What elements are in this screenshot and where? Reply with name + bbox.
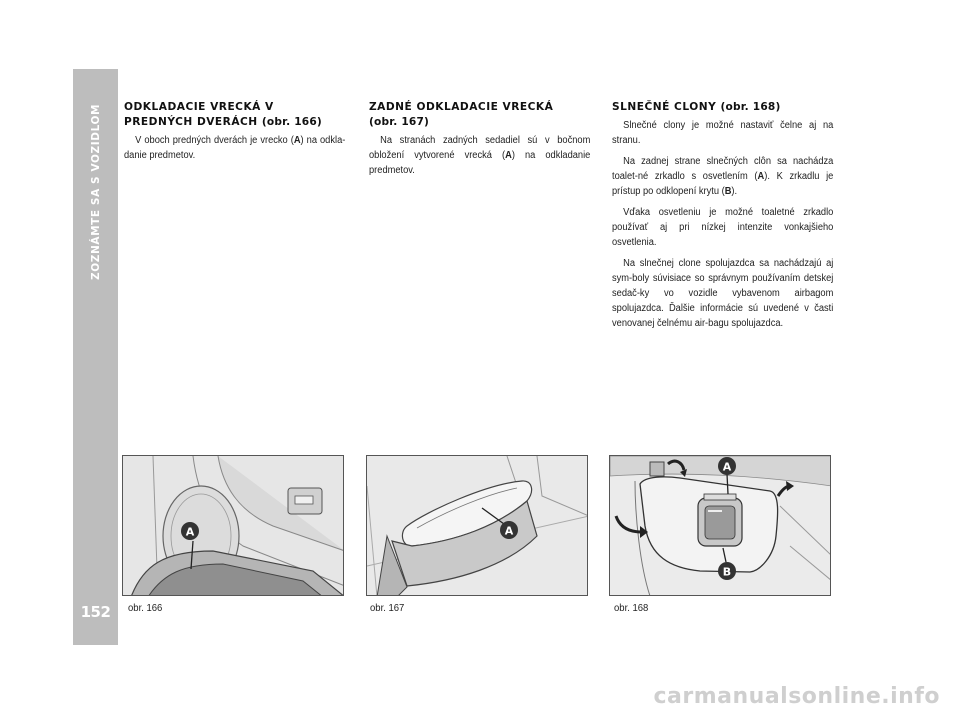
paragraph: Vďaka osvetleniu je možné toaletné zrkadlo používať aj pri nízkej intenzite vonkajšieho osvetlenia.: [612, 207, 834, 248]
rear-pocket-illustration: [367, 456, 588, 596]
figure-caption: obr. 168: [614, 603, 649, 614]
footer-watermark: carmanualsonline.info: [653, 684, 940, 709]
figure-caption: obr. 166: [128, 603, 163, 614]
label-b: B: [722, 565, 732, 579]
section-heading: ODKLADACIE VRECKÁ V PREDNÝCH DVERÁCH (obr. 166): [124, 101, 322, 128]
door-pocket-illustration: [123, 456, 344, 596]
paragraph: Na zadnej strane slnečných clôn sa nachádza toalet-né zrkadlo s osvetlením (A). K zrkadlu je prístup po odklopení krytu (B).: [612, 156, 834, 197]
label-a: A: [185, 525, 195, 539]
section-sun-visors: [612, 100, 834, 337]
page-number: 152: [80, 603, 111, 621]
section-rear-pockets: [369, 100, 591, 184]
figure-caption: obr. 167: [370, 603, 405, 614]
paragraph: Na stranách zadných sedadiel sú v bočnom obložení vytvorené vrecká (A) na odkladanie predmetov.: [369, 135, 591, 176]
sun-visor-illustration: [610, 456, 831, 596]
figure-sun-visor: [609, 455, 831, 596]
figure-front-door-pocket: [122, 455, 344, 596]
paragraph: Slnečné clony je možné nastaviť čelne aj na stranu.: [612, 120, 834, 146]
section-heading: SLNEČNÉ CLONY (obr. 168): [612, 101, 781, 113]
label-a: A: [504, 524, 514, 538]
label-a: A: [722, 460, 732, 474]
paragraph: V oboch predných dverách je vrecko (A) na odkla-danie predmetov.: [124, 135, 346, 161]
figure-rear-pocket: [366, 455, 588, 596]
paragraph: Na slnečnej clone spolujazdca sa nachádzajú aj sym-boly súvisiace so správnym používaním detskej sedač-ky vo vozidle vybavenom airbagom spolujazdca. Ďalšie informácie sú uvedené v časti venovanej čelnému air-bagu spolujazdca.: [612, 258, 834, 329]
section-front-door-pockets: [124, 100, 346, 169]
section-heading: ZADNÉ ODKLADACIE VRECKÁ (obr. 167): [369, 101, 554, 128]
